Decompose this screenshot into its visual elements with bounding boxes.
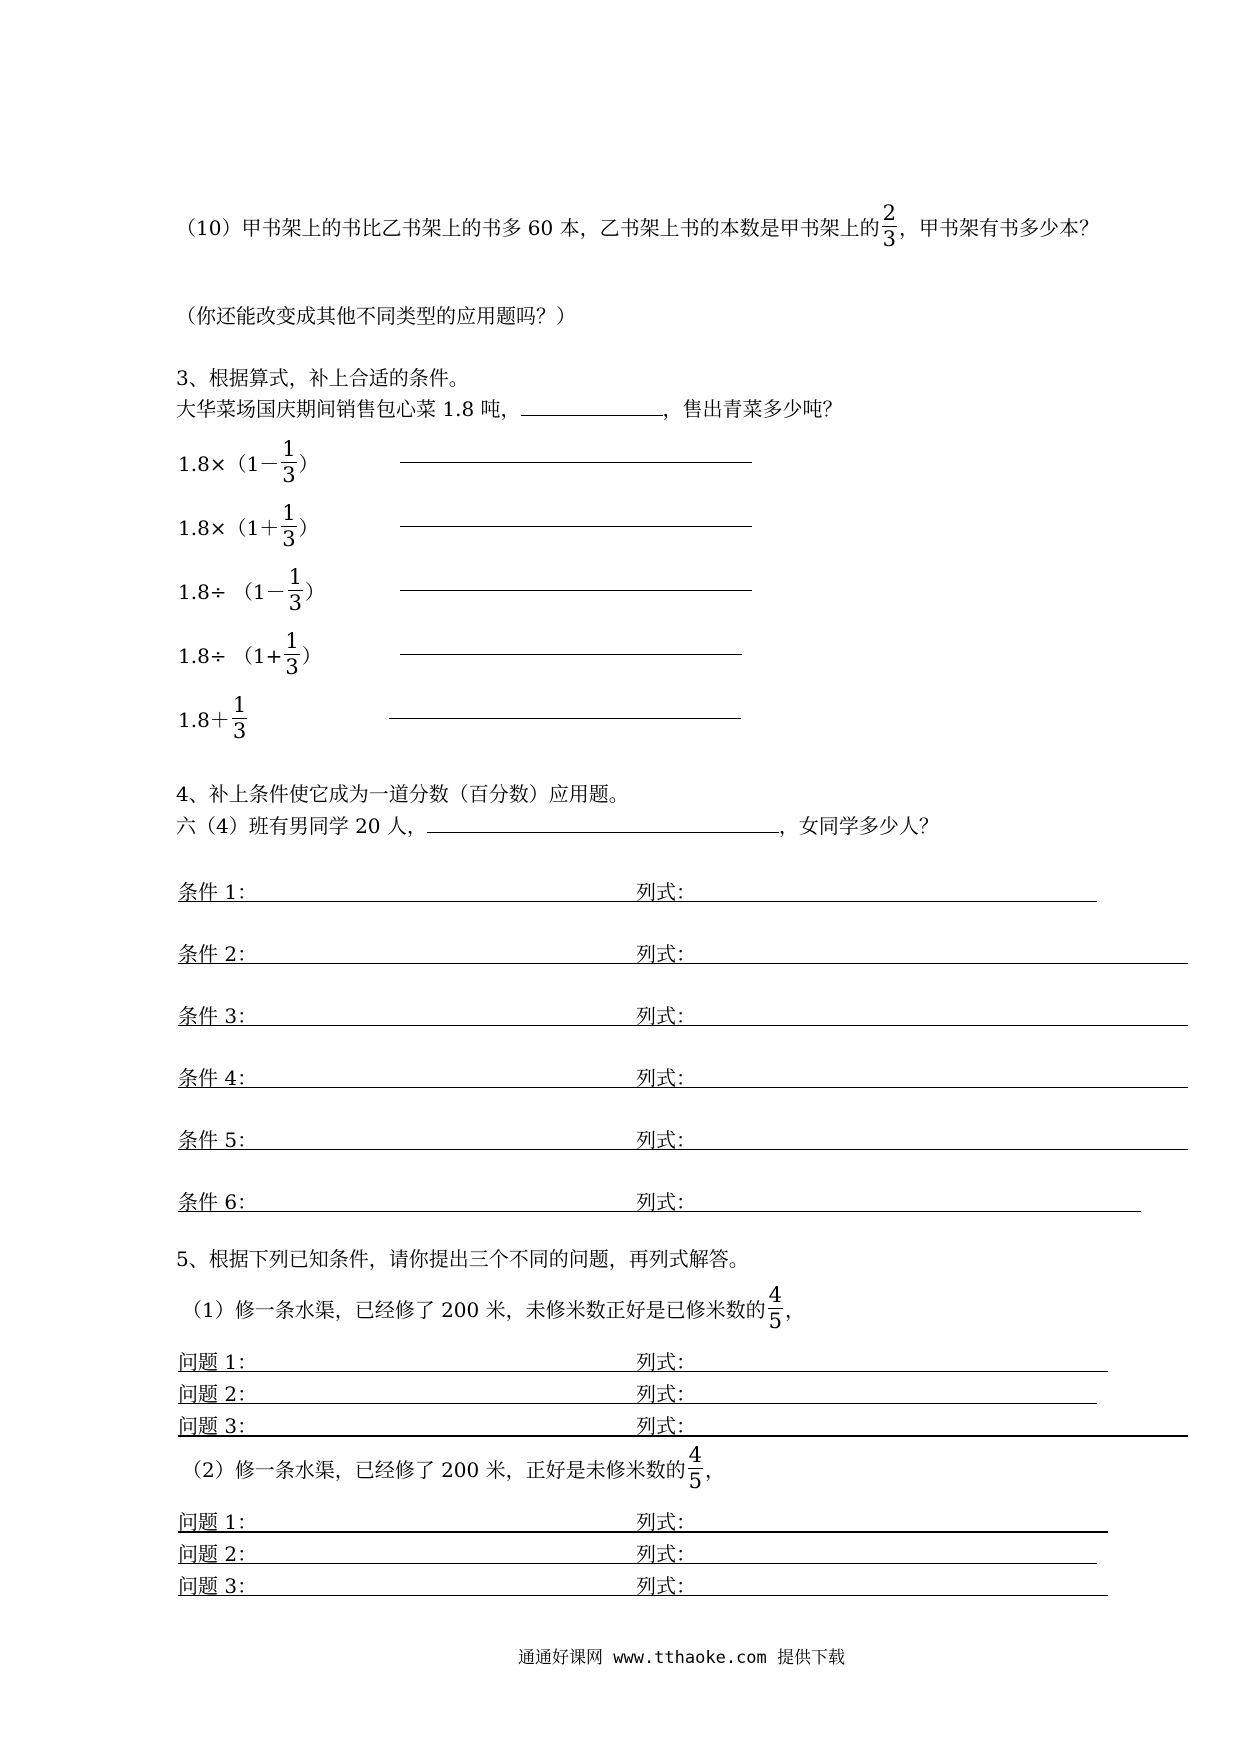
answer-line[interactable]	[389, 718, 741, 719]
expression-3	[178, 560, 325, 620]
condition-label-2: 条件 2：	[178, 942, 258, 966]
question-answer-line[interactable]	[178, 1531, 1108, 1533]
condition-label-3: 条件 3：	[178, 1004, 258, 1028]
question-label-3: 问题 3：	[178, 1414, 258, 1438]
formula-label: 列式：	[636, 1350, 696, 1374]
fraction-one-third: $\frac{1}{3}$	[285, 628, 299, 679]
question-answer-line[interactable]	[178, 1563, 1097, 1564]
formula-label: 列式：	[636, 1128, 696, 1152]
expression-5	[178, 688, 249, 748]
answer-line[interactable]	[400, 526, 752, 527]
expression-close: ）	[298, 515, 319, 540]
question-10-suffix: ，甲书架有书多少本？	[899, 215, 1099, 240]
formula-label: 列式：	[636, 1542, 696, 1566]
fraction-one-third: $\frac{1}{3}$	[282, 500, 296, 551]
section-3-title: 3、根据算式，补上合适的条件。	[176, 366, 469, 390]
question-label-3: 问题 3：	[178, 1574, 258, 1598]
fraction-one-third: $\frac{1}{3}$	[232, 692, 247, 743]
answer-line[interactable]	[400, 462, 752, 463]
condition-answer-line[interactable]	[178, 901, 1097, 902]
formula-label: 列式：	[636, 880, 696, 904]
formula-label: 列式：	[636, 942, 696, 966]
fraction-four-fifths: $\frac{4}{5}$	[688, 1442, 702, 1493]
section-3-sentence: 大华菜场国庆期间销售包心菜 1.8 吨， ，售出青菜多少吨？	[176, 397, 843, 421]
question-label-2: 问题 2：	[178, 1542, 258, 1566]
fraction-one-third: $\frac{1}{3}$	[288, 564, 303, 615]
condition-answer-line[interactable]	[178, 963, 1188, 964]
answer-line[interactable]	[400, 654, 742, 655]
fraction-two-thirds: $\frac{2}{3}$	[882, 200, 896, 251]
expression-text: 1.8×（1＋	[178, 515, 280, 540]
fraction-one-third: $\frac{1}{3}$	[282, 436, 296, 487]
condition-answer-line[interactable]	[178, 1025, 1188, 1026]
expression-close: ）	[298, 451, 319, 476]
question-10	[176, 190, 1099, 262]
expression-close: ）	[305, 579, 326, 604]
blank-line[interactable]	[427, 814, 779, 833]
formula-label: 列式：	[636, 1066, 696, 1090]
question-10-hint: （你还能改变成其他不同类型的应用题吗？）	[176, 304, 576, 328]
question-label-1: 问题 1：	[178, 1510, 258, 1534]
condition-label-4: 条件 4：	[178, 1066, 258, 1090]
answer-line[interactable]	[400, 590, 752, 591]
fraction-four-fifths: $\frac{4}{5}$	[768, 1282, 782, 1333]
footer-text: 通通好课网 www.tthaoke.com 提供下载	[518, 1648, 845, 1668]
section-5-title: 5、根据下列已知条件，请你提出三个不同的问题，再列式解答。	[176, 1247, 749, 1271]
section-5-problem-1: （1）修一条水渠，已经修了 200 米，未修米数正好是已修米数的 $\frac{4}{5}$ ，	[182, 1282, 805, 1333]
formula-label: 列式：	[636, 1190, 696, 1214]
condition-label-1: 条件 1：	[178, 880, 258, 904]
question-10-text: （10）甲书架上的书比乙书架上的书多 60 本，乙书架上书的本数是甲书架上的	[176, 215, 880, 240]
expression-close: ）	[301, 643, 322, 668]
condition-answer-line[interactable]	[178, 1087, 1188, 1088]
formula-label: 列式：	[636, 1574, 696, 1598]
expression-4	[178, 624, 322, 684]
formula-label: 列式：	[636, 1414, 696, 1438]
condition-answer-line[interactable]	[178, 1149, 1188, 1150]
blank-line[interactable]	[521, 397, 663, 416]
expression-2	[178, 496, 319, 556]
condition-label-5: 条件 5：	[178, 1128, 258, 1152]
expression-text: 1.8×（1－	[178, 451, 280, 476]
section-4-title: 4、补上条件使它成为一道分数（百分数）应用题。	[176, 782, 629, 806]
section-5-problem-2: （2）修一条水渠，已经修了 200 米，正好是未修米数的 $\frac{4}{5}$ ，	[182, 1442, 725, 1493]
expression-text: 1.8÷ （1－	[178, 579, 286, 604]
expression-1	[178, 432, 319, 492]
formula-label: 列式：	[636, 1382, 696, 1406]
formula-label: 列式：	[636, 1004, 696, 1028]
condition-answer-line[interactable]	[178, 1211, 1141, 1212]
formula-label: 列式：	[636, 1510, 696, 1534]
expression-text: 1.8÷ （1+	[178, 643, 283, 668]
question-answer-line[interactable]	[178, 1403, 1097, 1404]
question-label-2: 问题 2：	[178, 1382, 258, 1406]
question-label-1: 问题 1：	[178, 1350, 258, 1374]
expression-text: 1.8＋	[178, 707, 230, 732]
question-answer-line[interactable]	[178, 1595, 1108, 1596]
question-answer-line[interactable]	[178, 1371, 1108, 1372]
condition-label-6: 条件 6：	[178, 1190, 258, 1214]
section-4-sentence: 六（4）班有男同学 20 人， ，女同学多少人？	[176, 814, 939, 838]
